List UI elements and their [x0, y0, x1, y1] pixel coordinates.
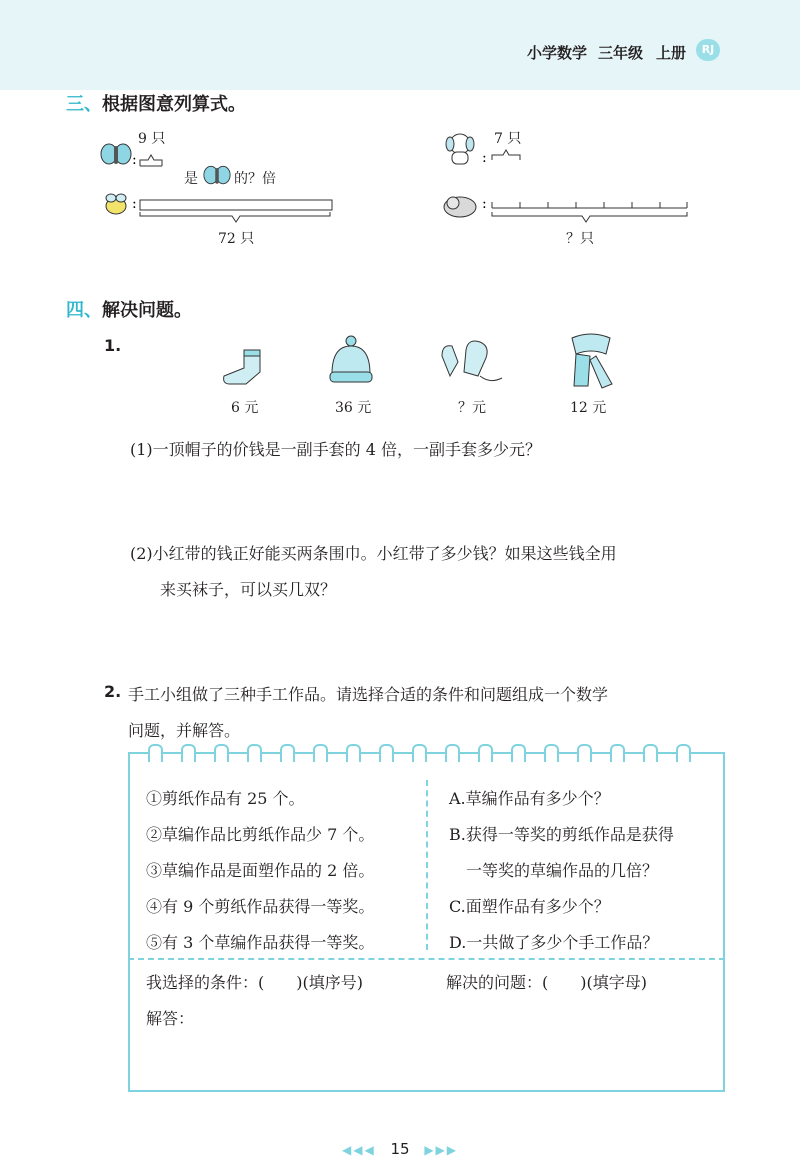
header-volume: 上册: [656, 44, 687, 62]
section3-number: 三、: [66, 94, 102, 115]
hat-icon: [326, 334, 376, 390]
ring-icon: [676, 744, 691, 762]
page-number: 15: [390, 1140, 410, 1158]
q1-sub2-line1: (2)小红带的钱正好能买两条围巾。小红带了多少钱？如果这些钱全用: [130, 544, 617, 563]
ring-icon: [181, 744, 196, 762]
sock-icon: [216, 346, 272, 390]
question-b-line1: B.获得一等奖的剪纸作品是获得: [449, 825, 674, 844]
ring-icon: [577, 744, 592, 762]
svg-text::: :: [482, 150, 487, 166]
q1-number: 1.: [104, 336, 122, 355]
ring-icon: [643, 744, 658, 762]
butterfly-icon: [100, 140, 132, 172]
svg-text::: :: [482, 196, 487, 212]
header-grade: 三年级: [598, 44, 644, 62]
svg-text::: :: [132, 196, 137, 212]
section4-title: [66, 296, 192, 322]
left-label-is: 是: [184, 171, 198, 187]
left-bottom-bar: [132, 192, 337, 228]
ring-icon: [214, 744, 229, 762]
ring-icon: [445, 744, 460, 762]
right-top-count: 7 只: [494, 131, 522, 147]
ring-icon: [280, 744, 295, 762]
mitten-icon: [436, 336, 506, 390]
ring-icon: [247, 744, 262, 762]
left-top-segment: [132, 150, 172, 174]
butterfly-small-icon: [203, 162, 231, 192]
section4-heading: 解决问题。: [102, 300, 192, 321]
right-bottom-total: ？只: [566, 231, 594, 247]
scarf-icon: [566, 332, 616, 394]
bee-icon: [102, 192, 130, 220]
header-subject: 小学数学: [527, 44, 588, 62]
condition-2: ②草编作品比剪纸作品少 7 个。: [146, 825, 375, 844]
question-d: D.一共做了多少个手工作品？: [449, 933, 659, 952]
right-top-segment: [482, 146, 532, 170]
ring-icon: [379, 744, 394, 762]
q1-sub1: (1)一顶帽子的价钱是一副手套的 4 倍，一副手套多少元？: [130, 440, 542, 459]
page-footer: [0, 1140, 800, 1158]
sock-price: 6 元: [231, 400, 259, 416]
ring-icon: [610, 744, 625, 762]
svg-text::: :: [132, 152, 137, 168]
dog-icon: [442, 130, 478, 170]
q1-sub2-line2: 来买袜子，可以买几双？: [160, 580, 337, 599]
q2-line1: 手工小组做了三种手工作品。请选择合适的条件和问题组成一个数学: [128, 685, 609, 704]
ring-icon: [478, 744, 493, 762]
condition-5: ⑤有 3 个草编作品获得一等奖。: [146, 933, 375, 952]
right-bottom-bar: [482, 192, 692, 228]
question-c: C.面塑作品有多少个？: [449, 897, 610, 916]
question-b-line2: 一等奖的草编作品的几倍？: [466, 861, 659, 880]
condition-3: ③草编作品是面塑作品的 2 倍。: [146, 861, 375, 880]
condition-1: ①剪纸作品有 25 个。: [146, 789, 305, 808]
question-a: A.草编作品有多少个？: [449, 789, 610, 808]
section3-title: [66, 90, 246, 116]
left-arrows-icon: ◀◀◀: [341, 1143, 376, 1157]
ring-icon: [148, 744, 163, 762]
header-badge: RJ: [696, 39, 720, 61]
choose-condition: 我选择的条件：( )(填序号): [146, 973, 363, 992]
right-arrows-icon: ▶▶▶: [424, 1143, 459, 1157]
column-divider: [426, 780, 428, 950]
ring-icon: [346, 744, 361, 762]
left-label-times: 的？倍: [234, 171, 276, 187]
answer-label: 解答：: [146, 1009, 195, 1028]
cat-icon: [440, 190, 480, 224]
choose-question: 解决的问题：( )(填字母): [446, 973, 647, 992]
hat-price: 36 元: [335, 400, 372, 416]
q2-number: 2.: [104, 682, 122, 701]
q2-line2: 问题，并解答。: [128, 721, 241, 740]
ring-icon: [544, 744, 559, 762]
ring-icon: [412, 744, 427, 762]
left-bottom-total: 72 只: [218, 231, 255, 247]
section4-number: 四、: [66, 300, 102, 321]
condition-4: ④有 9 个剪纸作品获得一等奖。: [146, 897, 375, 916]
mitten-price: ？元: [458, 400, 486, 416]
ring-icon: [511, 744, 526, 762]
section3-heading: 根据图意列算式。: [102, 94, 246, 115]
ring-icon: [313, 744, 328, 762]
row-divider: [128, 958, 725, 960]
left-top-count: 9 只: [138, 131, 166, 147]
scarf-price: 12 元: [570, 400, 607, 416]
